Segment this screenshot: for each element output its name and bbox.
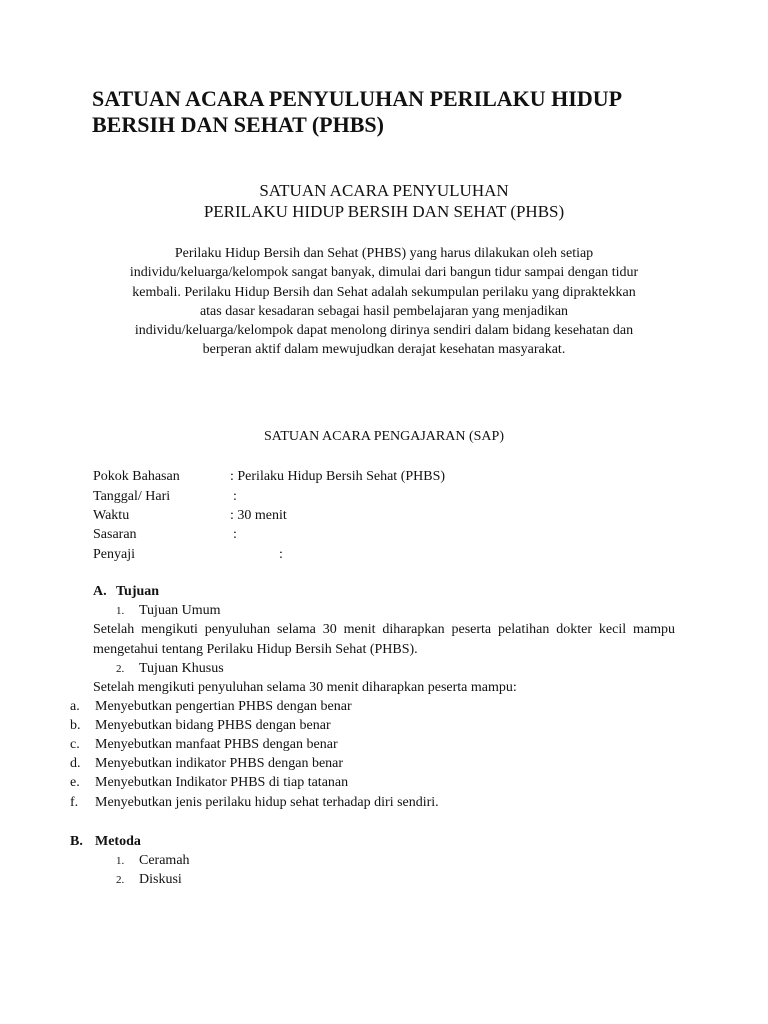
intro-line: atas dasar kesadaran sebagai hasil pembelajaran yang menjadikan	[199, 303, 569, 319]
item-title: Tujuan Khusus	[139, 661, 224, 676]
main-title-line-1: SATUAN ACARA PENYULUHAN PERILAKU HIDUP	[92, 86, 623, 111]
tujuan-umum-heading	[116, 601, 221, 621]
info-value: :	[279, 547, 283, 562]
intro-paragraph	[100, 244, 668, 360]
section-title: Metoda	[95, 834, 141, 849]
info-label: Pokok Bahasan	[93, 469, 180, 484]
objective-item	[70, 793, 439, 812]
sub-title	[0, 180, 768, 222]
item-number: 1.	[116, 605, 125, 617]
tujuan-khusus-text: Setelah mengikuti penyuluhan selama 30 menit diharapkan peserta mampu:	[93, 680, 517, 695]
item-number: 2.	[116, 874, 125, 886]
section-marker: B.	[70, 834, 83, 849]
info-value: : Perilaku Hidup Bersih Sehat (PHBS)	[230, 469, 446, 484]
item-text: Menyebutkan bidang PHBS dengan benar	[95, 718, 331, 733]
tujuan-umum-text: Setelah mengikuti penyuluhan selama 30 menit diharapkan peserta pelatihan dokter kecil mampu mengetahui tentang Perilaku Hidup Bersih Sehat (PHBS).	[93, 622, 675, 657]
item-marker: f.	[70, 795, 79, 810]
info-value: :	[233, 489, 237, 504]
item-number: 2.	[116, 663, 125, 675]
objective-item	[70, 773, 348, 792]
info-value: : 30 menit	[230, 508, 287, 523]
section-b-heading	[70, 832, 141, 851]
item-number: 1.	[116, 855, 125, 867]
sub-title-line-1: SATUAN ACARA PENYULUHAN	[259, 181, 509, 200]
sap-title: SATUAN ACARA PENGAJARAN (SAP)	[264, 429, 504, 444]
item-marker: e.	[70, 775, 80, 790]
info-label: Penyaji	[93, 547, 135, 562]
sub-title-line-2: PERILAKU HIDUP BERSIH DAN SEHAT (PHBS)	[203, 202, 565, 221]
intro-line: kembali. Perilaku Hidup Bersih dan Sehat adalah sekumpulan perilaku yang dipraktekkan	[132, 284, 636, 300]
main-title	[92, 86, 692, 138]
item-text: Menyebutkan Indikator PHBS di tiap tatanan	[95, 775, 349, 790]
item-text: Ceramah	[139, 853, 190, 868]
objective-item	[70, 716, 331, 735]
objective-item	[70, 754, 343, 773]
info-label: Tanggal/ Hari	[93, 489, 171, 504]
method-item	[116, 870, 182, 890]
main-title-line-2: BERSIH DAN SEHAT (PHBS)	[92, 112, 384, 137]
info-value: :	[233, 527, 237, 542]
intro-line: individu/keluarga/kelompok dapat menolong dirinya sendiri dalam bidang kesehatan dan	[134, 323, 634, 339]
item-marker: c.	[70, 737, 80, 752]
info-label: Waktu	[93, 508, 130, 523]
objective-item	[70, 697, 352, 716]
section-title: Tujuan	[116, 584, 160, 599]
method-item	[116, 851, 190, 871]
item-text: Menyebutkan jenis perilaku hidup sehat terhadap diri sendiri.	[95, 795, 439, 810]
info-label: Sasaran	[93, 527, 137, 542]
objective-item	[70, 735, 338, 754]
section-a-heading	[93, 582, 159, 601]
item-text: Menyebutkan indikator PHBS dengan benar	[95, 756, 344, 771]
item-marker: d.	[70, 756, 81, 771]
item-marker: a.	[70, 699, 80, 714]
tujuan-khusus-heading	[116, 659, 224, 679]
item-title: Tujuan Umum	[139, 603, 221, 618]
section-marker: A.	[93, 584, 107, 599]
intro-line: Perilaku Hidup Bersih dan Sehat (PHBS) yang harus dilakukan oleh setiap	[174, 246, 594, 261]
intro-line: berperan aktif dalam mewujudkan derajat kesehatan masyarakat.	[202, 342, 566, 358]
intro-line: individu/keluarga/kelompok sangat banyak, dimulai dari bangun tidur sampai dengan tidur	[129, 265, 639, 281]
item-text: Diskusi	[139, 872, 182, 887]
item-text: Menyebutkan pengertian PHBS dengan benar	[95, 699, 352, 714]
item-text: Menyebutkan manfaat PHBS dengan benar	[95, 737, 338, 752]
item-marker: b.	[70, 718, 81, 733]
